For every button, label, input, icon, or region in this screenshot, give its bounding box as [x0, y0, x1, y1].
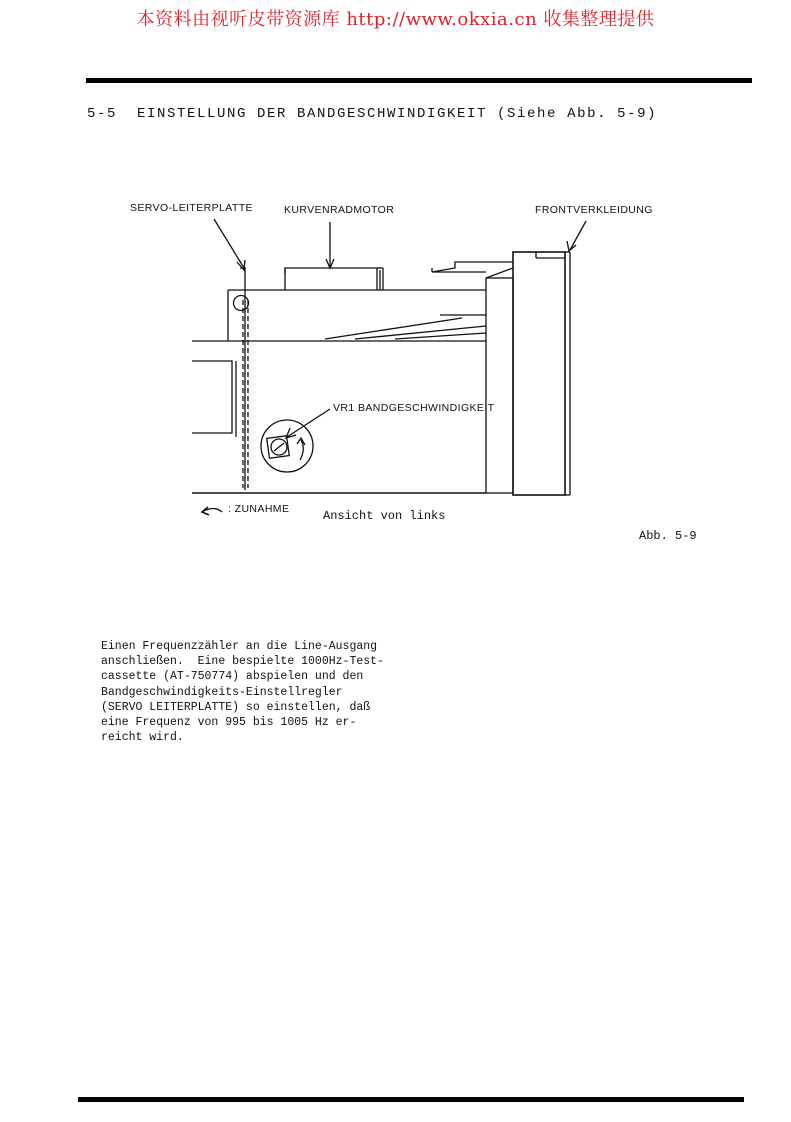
text-line: reicht wird.	[101, 731, 184, 745]
figure-caption: Abb. 5-9	[639, 529, 697, 543]
label-zunahme: : ZUNAHME	[228, 503, 290, 515]
text-line: anschließen. Eine bespielte 1000Hz-Test-	[101, 655, 384, 669]
section-title: 5-5 EINSTELLUNG DER BANDGESCHWINDIGKEIT (Siehe Abb. 5-9)	[87, 106, 658, 122]
text-line: Einen Frequenzzähler an die Line-Ausgang	[101, 640, 378, 653]
servo-leader	[214, 219, 244, 268]
instruction-text	[101, 639, 421, 745]
mounting-hole	[234, 296, 249, 311]
front-panel-outer	[513, 252, 565, 495]
text-line: eine Frequenz von 995 bis 1005 Hz er-	[101, 716, 357, 730]
motor-body	[285, 268, 377, 290]
text-line: Bandgeschwindigkeits-Einstellregler	[101, 685, 343, 699]
label-servo-leiterplatte: SERVO-LEITERPLATTE	[130, 202, 253, 214]
label-vr1: VR1 BANDGESCHWINDIGKEIT	[333, 402, 495, 414]
rotation-arrow	[300, 440, 303, 460]
text-line: cassette (AT-750774) abspielen und den	[101, 670, 364, 684]
front-panel-inner	[486, 278, 513, 493]
text-line: (SERVO LEITERPLATTE) so einstellen, daß	[101, 700, 371, 714]
label-view: Ansicht von links	[323, 509, 446, 523]
bottom-rule	[78, 1097, 744, 1102]
left-notch	[192, 361, 232, 433]
source-banner: 本资料由视听皮带资源库 http://www.okxia.cn 收集整理提供	[136, 9, 655, 30]
vr1-leader	[287, 409, 330, 437]
label-kurvenradmotor: KURVENRADMOTOR	[284, 204, 395, 216]
label-frontverkleidung: FRONTVERKLEIDUNG	[535, 204, 653, 216]
front-leader	[570, 221, 586, 250]
